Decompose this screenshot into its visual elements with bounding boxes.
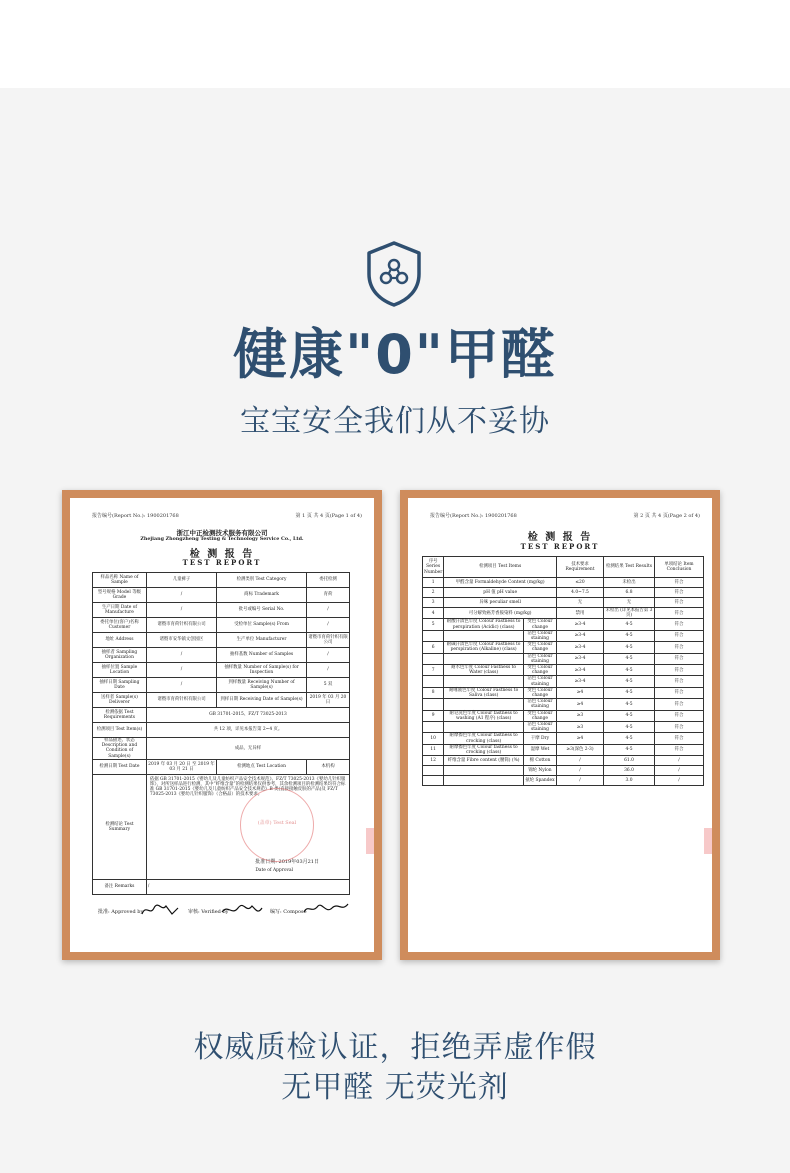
- sub-item: 湿摩 Wet: [523, 744, 556, 755]
- info-label: 生产单位 Manufacturer: [217, 633, 307, 648]
- test-result: 4-5: [604, 722, 655, 733]
- result-row: [423, 588, 704, 598]
- item-conclusion: /: [655, 776, 704, 786]
- seal-text: (盖章) Test Seal: [257, 820, 297, 826]
- conclusion-label: 检测结论 Test Summary: [93, 774, 147, 879]
- report-title-cn: 检 测 报 告: [189, 549, 255, 560]
- loc-value: 本机构: [307, 759, 350, 774]
- sub-item: 沾色 Colour staining: [523, 630, 556, 641]
- test-result: 4-5: [604, 630, 655, 641]
- remarks-value: /: [146, 879, 349, 894]
- series-number: 6: [423, 642, 444, 653]
- test-result: 36.0: [604, 766, 655, 776]
- info-value: /: [146, 588, 216, 603]
- info-value: 育荷: [307, 588, 350, 603]
- desc-value: 成品，无异样: [146, 738, 349, 760]
- info-row: [93, 678, 350, 693]
- info-label: 样品名称 Name of Sample: [93, 573, 147, 588]
- items-value: 共 12 项，详见本报告第 2~4 页。: [146, 723, 349, 738]
- test-result: 6.8: [604, 588, 655, 598]
- item-conclusion: 符合: [655, 630, 704, 641]
- items-label: 检测项目 Test Item(s): [93, 723, 147, 738]
- series-number: 5: [423, 619, 444, 630]
- test-item: [444, 776, 524, 786]
- report-title-en: TEST REPORT: [520, 542, 600, 551]
- test-item: 耐皂洗色牢度 Colour fastness to washing (A1 程序) (class): [444, 710, 524, 721]
- series-number: 10: [423, 733, 444, 744]
- info-row: [93, 633, 350, 648]
- test-item: 耐碱汗渍色牢度 Colour Fastness to perspiration (Alkaline) (class): [444, 642, 524, 653]
- result-row: [423, 642, 704, 653]
- info-row: [93, 603, 350, 618]
- info-value: /: [146, 648, 216, 663]
- requirement: ≤20: [557, 578, 604, 588]
- info-label: 批号或编号 Serial No.: [217, 603, 307, 618]
- test-result: 未检出: [604, 578, 655, 588]
- series-number: 9: [423, 710, 444, 721]
- info-label: 型号规格 Model 等级 Grade: [93, 588, 147, 603]
- test-result: 4-5: [604, 744, 655, 755]
- result-row: [423, 619, 704, 630]
- test-item: 耐摩擦色牢度 Colour fastness to crocking (class): [444, 744, 524, 755]
- info-value: 儿童裤子: [146, 573, 216, 588]
- result-row: [423, 665, 704, 676]
- item-conclusion: 符合: [655, 733, 704, 744]
- series-number: [423, 776, 444, 786]
- test-result: 4-5: [604, 710, 655, 721]
- requirement: ≥3-4: [557, 653, 604, 664]
- item-conclusion: 符合: [655, 699, 704, 710]
- sub-item: 变色 Colour change: [523, 687, 556, 698]
- test-item: [444, 766, 524, 776]
- shield-molecule-icon: [364, 240, 424, 308]
- requirement: ≥3-4: [557, 619, 604, 630]
- info-row: [93, 618, 350, 633]
- series-number: 4: [423, 608, 444, 619]
- test-result: 4-5: [604, 653, 655, 664]
- result-row: [423, 756, 704, 766]
- report-frame-2: [400, 490, 720, 960]
- test-item: [444, 722, 524, 733]
- item-conclusion: 符合: [655, 642, 704, 653]
- requirement: /: [557, 776, 604, 786]
- info-row: [93, 693, 350, 708]
- series-number: 3: [423, 598, 444, 608]
- result-row: [423, 776, 704, 786]
- info-row: [93, 573, 350, 588]
- result-row: [423, 710, 704, 721]
- item-conclusion: 符合: [655, 608, 704, 619]
- test-item: 异味 peculiar smell: [444, 598, 557, 608]
- requirement: ≥3: [557, 722, 604, 733]
- test-item: [444, 699, 524, 710]
- requirement: /: [557, 766, 604, 776]
- item-conclusion: 符合: [655, 687, 704, 698]
- report-number: 报告编号(Report No.): 1900201768: [92, 513, 179, 519]
- verifier-signature: [220, 902, 264, 918]
- col-header-items: 检测项目 Test Items: [444, 557, 557, 578]
- basis-value: GB 31701-2015、FZ/T 73025-2013: [146, 708, 349, 723]
- side-seal-mark: [704, 828, 712, 854]
- org-name-en: Zhejiang Zhongzheng Testing & Technology Service Co., Ltd.: [140, 536, 304, 542]
- result-row: [423, 766, 704, 776]
- sub-item: 沾色 Colour staining: [523, 653, 556, 664]
- info-row: [93, 648, 350, 663]
- series-number: [423, 630, 444, 641]
- report-frame-1: [62, 490, 382, 960]
- col-header-requirement: 技术要求 Requirement: [557, 557, 604, 578]
- result-row: [423, 733, 704, 744]
- item-conclusion: 符合: [655, 588, 704, 598]
- result-row: [423, 608, 704, 619]
- sub-item: 沾色 Colour staining: [523, 699, 556, 710]
- result-row: [423, 578, 704, 588]
- date-label: 检测日期 Test Date: [93, 759, 147, 774]
- item-conclusion: 符合: [655, 619, 704, 630]
- item-conclusion: /: [655, 756, 704, 766]
- col-header-conclusion: 单项结论 Item Conclusion: [655, 557, 704, 578]
- series-number: 7: [423, 665, 444, 676]
- info-value: 诸暨市安华镇文创园区: [146, 633, 216, 648]
- info-label: 送样者 Sample(s) Deliverer: [93, 693, 147, 708]
- series-number: 1: [423, 578, 444, 588]
- side-seal-mark: [366, 828, 374, 854]
- compose-label: 编写: Compose: [270, 909, 307, 915]
- info-label: 地址 Address: [93, 633, 147, 648]
- info-value: 2019 年 03 月 20 日: [307, 693, 350, 708]
- col-header-series: 序号 Series Number: [423, 557, 444, 578]
- top-band: [0, 0, 790, 88]
- requirement: 禁用: [557, 608, 604, 619]
- item-conclusion: 符合: [655, 665, 704, 676]
- approver-signature: [140, 902, 180, 918]
- sub-item: 变色 Colour change: [523, 665, 556, 676]
- test-item: 可分解致癌芳香胺染料 (mg/kg): [444, 608, 557, 619]
- sub-item: 变色 Colour change: [523, 710, 556, 721]
- remarks-label: 备注 Remarks: [93, 879, 147, 894]
- info-value: /: [307, 618, 350, 633]
- series-number: 2: [423, 588, 444, 598]
- info-row: [93, 588, 350, 603]
- report-page-2: [408, 498, 712, 952]
- result-row: [423, 598, 704, 608]
- org-name-cn: 浙江中正检测技术服务有限公司: [176, 529, 268, 537]
- info-label: 抽样日期 Sampling Date: [93, 678, 147, 693]
- requirement: ≥3-4: [557, 676, 604, 687]
- series-number: 12: [423, 756, 444, 766]
- info-label: 商标 Trademark: [217, 588, 307, 603]
- test-result: 4-5: [604, 687, 655, 698]
- result-row: [423, 722, 704, 733]
- info-label: 抽样基数 Number of Samples: [217, 648, 307, 663]
- requirement: 4.0~7.5: [557, 588, 604, 598]
- info-row: [93, 663, 350, 678]
- item-conclusion: 符合: [655, 578, 704, 588]
- page-number: 第 2 页 共 4 页(Page 2 of 4): [633, 513, 700, 519]
- requirement: ≥3: [557, 710, 604, 721]
- test-item: 纤维含量 Fibre content (腰筒) (%): [444, 756, 524, 766]
- item-conclusion: 符合: [655, 598, 704, 608]
- test-result: 4-5: [604, 676, 655, 687]
- test-result: 4-5: [604, 665, 655, 676]
- series-number: [423, 653, 444, 664]
- item-conclusion: 符合: [655, 744, 704, 755]
- info-value: /: [307, 603, 350, 618]
- series-number: [423, 722, 444, 733]
- info-value: /: [307, 648, 350, 663]
- subline: 宝宝安全我们从不妥协: [240, 404, 550, 439]
- requirement: ≥3(深色 2-3): [557, 744, 604, 755]
- result-row: [423, 653, 704, 664]
- page-number: 第 1 页 共 4 页(Page 1 of 4): [295, 513, 362, 519]
- info-label: 委托单位(客户)名称 Customer: [93, 618, 147, 633]
- requirement: ≥4: [557, 733, 604, 744]
- requirement: ≥3-4: [557, 642, 604, 653]
- requirement: ≥3-4: [557, 665, 604, 676]
- test-item: 甲醛含量 Formaldehyde Content (mg/kg): [444, 578, 557, 588]
- test-result: 4-5: [604, 642, 655, 653]
- test-item: [444, 653, 524, 664]
- test-result: 未检出 (详见本报告第 3 页): [604, 608, 655, 619]
- item-conclusion: 符合: [655, 710, 704, 721]
- item-conclusion: 符合: [655, 722, 704, 733]
- info-label: 到样数量 Receiving Number of Sample(s): [217, 678, 307, 693]
- info-value: 诸暨市育荷针织有限公司: [146, 618, 216, 633]
- result-row: [423, 744, 704, 755]
- item-conclusion: 符合: [655, 653, 704, 664]
- info-label: 生产日期 Date of Manufacture: [93, 603, 147, 618]
- info-label: 受检单位 Sample(s) From: [217, 618, 307, 633]
- requirement: /: [557, 756, 604, 766]
- series-number: [423, 766, 444, 776]
- info-value: /: [307, 663, 350, 678]
- item-conclusion: 符合: [655, 676, 704, 687]
- test-item: 耐水色牢度 Colour Fastness to Water (class): [444, 665, 524, 676]
- approval-date: 批准日期: 2019年03月21日: [255, 858, 319, 865]
- sub-item: 氨纶 Spandex: [523, 776, 556, 786]
- info-value: /: [146, 663, 216, 678]
- requirement: ≥4: [557, 687, 604, 698]
- info-value: 诸暨市育荷针织有限公司: [307, 633, 350, 648]
- footer-line-2: 无甲醛 无荧光剂: [281, 1070, 509, 1105]
- approved-label: 批准: Approved by: [98, 909, 144, 915]
- official-seal: [240, 788, 314, 862]
- series-number: [423, 676, 444, 687]
- test-result: 4-5: [604, 619, 655, 630]
- sub-item: 变色 Colour change: [523, 619, 556, 630]
- info-label: 抽样者 Sampling Organization: [93, 648, 147, 663]
- test-result: 4-5: [604, 733, 655, 744]
- report-title-cn: 检 测 报 告: [527, 532, 593, 543]
- series-number: 8: [423, 687, 444, 698]
- item-conclusion: /: [655, 766, 704, 776]
- test-result: 61.0: [604, 756, 655, 766]
- info-label: 抽样位置 Sample Location: [93, 663, 147, 678]
- test-item: 耐酸汗渍色牢度 Colour Fastness to perspiration (Acidic) (class): [444, 619, 524, 630]
- test-item: [444, 630, 524, 641]
- info-value: /: [146, 678, 216, 693]
- footer-line-1: 权威质检认证，拒绝弄虚作假: [193, 1030, 597, 1065]
- report-page-1: [70, 498, 374, 952]
- result-row: [423, 676, 704, 687]
- verified-label: 审核: Verified by: [188, 909, 229, 915]
- report-title-en: TEST REPORT: [182, 558, 262, 567]
- info-value: 委托检测: [307, 573, 350, 588]
- info-value: /: [146, 603, 216, 618]
- col-header-results: 检测结果 Test Results: [604, 557, 655, 578]
- sub-item: 变色 Colour change: [523, 642, 556, 653]
- info-value: 诸暨市育荷针织有限公司: [146, 693, 216, 708]
- headline: 健康"0"甲醛: [233, 323, 557, 386]
- desc-label: 样品描述、状态 Description and Condition of Sample(s): [93, 738, 147, 760]
- info-label: 抽样数量 Number of Sample(s) for Inspection: [217, 663, 307, 678]
- conclusion-text: 依据 GB 31701-2015《婴幼儿及儿童纺织产品安全技术规范》、FZ/T 73025-2013《婴幼儿针织服饰》，对所送样品进行检测，其中“纤维含量”的检测结果仅供参考，其余检测项目的检测结果均符合标准 GB 31701-2015《婴幼儿及儿童纺织产品安全技术规范》B 类(直接接触皮肤的产品)及 FZ/T 73025-2013《婴幼儿针织服饰》（合格品）的技术要求。: [149, 776, 346, 798]
- info-label: 到样日期 Receiving Date of Sample(s): [217, 693, 307, 708]
- report-number: 报告编号(Report No.): 1900201768: [430, 513, 517, 519]
- sub-item: 沾色 Colour staining: [523, 722, 556, 733]
- sub-item: 锦纶 Nylon: [523, 766, 556, 776]
- sub-item: 干摩 Dry: [523, 733, 556, 744]
- date-value: 2019 年 03 月 20 日 至 2019 年 03 月 21 日: [146, 759, 216, 774]
- basis-label: 检测依据 Test Requirements: [93, 708, 147, 723]
- test-item: pH 值 pH value: [444, 588, 557, 598]
- test-results-table: [422, 556, 704, 786]
- result-row: [423, 630, 704, 641]
- series-number: 11: [423, 744, 444, 755]
- sub-item: 沾色 Colour staining: [523, 676, 556, 687]
- loc-label: 检测地点 Test Location: [217, 759, 307, 774]
- requirement: 无: [557, 598, 604, 608]
- info-value: 5 双: [307, 678, 350, 693]
- test-item: 耐摩擦色牢度 Colour fastness to crocking (class): [444, 733, 524, 744]
- test-result: 3.0: [604, 776, 655, 786]
- sample-info-table: [92, 572, 350, 895]
- result-row: [423, 699, 704, 710]
- composer-signature: [302, 900, 350, 918]
- test-item: [444, 676, 524, 687]
- series-number: [423, 699, 444, 710]
- requirement: ≥4: [557, 699, 604, 710]
- test-item: 耐唾液色牢度 Colour Fastness to Saliva (class): [444, 687, 524, 698]
- requirement: ≥3-4: [557, 630, 604, 641]
- result-row: [423, 687, 704, 698]
- info-label: 检测类别 Test Category: [217, 573, 307, 588]
- test-result: 4-5: [604, 699, 655, 710]
- sub-item: 棉 Cotton: [523, 756, 556, 766]
- approval-date-en: Date of Approval: [255, 867, 293, 873]
- test-result: 无: [604, 598, 655, 608]
